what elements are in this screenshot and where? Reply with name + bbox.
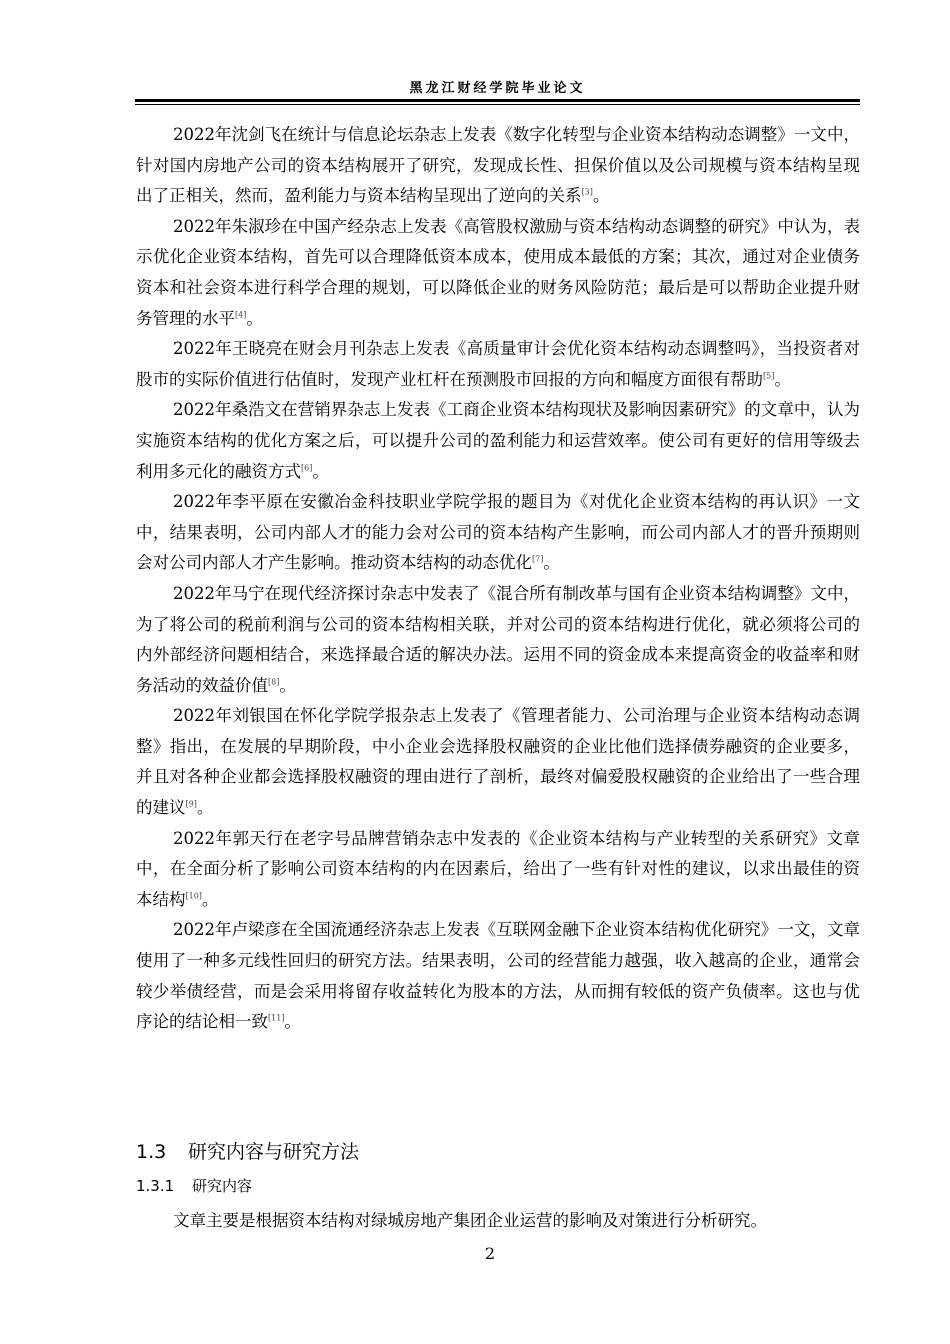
- paragraph-3: 2022年王晓亮在财会月刊杂志上发表《高质量审计会优化资本结构动态调整吗》，当投资者对股市的实际价值进行估值时，发现产业杠杆在预测股市回报的方向和幅度方面很有帮助[5]。: [136, 339, 860, 389]
- subsection-number: 1.3.1: [136, 1177, 175, 1195]
- citation[interactable]: [6]: [301, 463, 313, 473]
- citation[interactable]: [10]: [185, 891, 202, 901]
- body-text: [136, 120, 860, 1038]
- header-rule-thin: [135, 104, 860, 105]
- paragraph-1: 2022年沈剑飞在统计与信息论坛杂志上发表《数字化转型与企业资本结构动态调整》一文中，针对国内房地产公司的资本结构展开了研究，发现成长性、担保价值以及公司规模与资本结构呈现出了正相关，然而，盈利能力与资本结构呈现出了逆向的关系[3]。: [136, 125, 860, 206]
- citation[interactable]: [7]: [532, 554, 544, 564]
- section-title: 研究内容与研究方法: [188, 1141, 360, 1163]
- subsection-title: 研究内容: [192, 1177, 253, 1195]
- subsection-heading: [136, 1175, 252, 1197]
- paragraph-4: 2022年桑浩文在营销界杂志上发表《工商企业资本结构现状及影响因素研究》的文章中，认为实施资本结构的优化方案之后，可以提升公司的盈利能力和运营效率。使公司有更好的信用等级去利用多元化的融资方式[6]。: [136, 400, 860, 481]
- paragraph-6: 2022年马宁在现代经济探讨杂志中发表了《混合所有制改革与国有企业资本结构调整》文中，为了将公司的税前利润与公司的资本结构相关联，并对公司的资本结构进行优化，就必须将公司的内外部经济问题相结合，来选择最合适的解决办法。运用不同的资金成本来提高资金的收益率和财务活动的效益价值[8]。: [136, 583, 860, 695]
- paragraph-7: 2022年刘银国在怀化学院学报杂志上发表了《管理者能力、公司治理与企业资本结构动态调整》指出，在发展的早期阶段，中小企业会选择股权融资的企业比他们选择债券融资的企业要多，并且对各种企业都会选择股权融资的理由进行了剖析，最终对偏爱股权融资的企业给出了一些合理的建议[9]。: [136, 706, 860, 818]
- citation[interactable]: [9]: [185, 799, 197, 809]
- section-number: 1.3: [136, 1141, 167, 1163]
- citation[interactable]: [8]: [268, 677, 280, 687]
- paragraph-10: 文章主要是根据资本结构对绿城房地产集团企业运营的影响及对策进行分析研究。: [173, 1211, 767, 1230]
- paragraph-2: 2022年朱淑珍在中国产经杂志上发表《高管股权激励与资本结构动态调整的研究》中认为，表示优化企业资本结构，首先可以合理降低资本成本，使用成本最低的方案；其次，通过对企业债务资本和社会资本进行科学合理的规划，可以降低企业的财务风险防范；最后是可以帮助企业提升财务管理的水平[4]。: [136, 216, 860, 328]
- running-header: 黑龙江财经学院毕业论文: [409, 81, 586, 96]
- citation[interactable]: [11]: [268, 1013, 285, 1023]
- citation[interactable]: [5]: [763, 371, 775, 381]
- page-number: 2: [484, 1244, 496, 1263]
- header-rule-thick: [135, 99, 860, 102]
- section-heading: [136, 1139, 359, 1165]
- paragraph-9: 2022年卢梁彦在全国流通经济杂志上发表《互联网金融下企业资本结构优化研究》一文，文章使用了一种多元线性回归的研究方法。结果表明，公司的经营能力越强，收入越高的企业，通常会较少举债经营，而是会采用将留存收益转化为股本的方法，从而拥有较低的资产负债率。这也与优序论的结论相一致[11]。: [136, 920, 860, 1032]
- citation[interactable]: [4]: [235, 310, 247, 320]
- paragraph-8: 2022年郭天行在老字号品牌营销杂志中发表的《企业资本结构与产业转型的关系研究》文章中，在全面分析了影响公司资本结构的内在因素后，给出了一些有针对性的建议，以求出最佳的资本结构[10]。: [136, 828, 860, 909]
- citation[interactable]: [3]: [581, 187, 593, 197]
- paragraph-5: 2022年李平原在安徽冶金科技职业学院学报的题目为《对优化企业资本结构的再认识》一文中，结果表明，公司内部人才的能力会对公司的资本结构产生影响，而公司内部人才的晋升预期则会对公司内部人才产生影响。推动资本结构的动态优化[7]。: [136, 492, 860, 573]
